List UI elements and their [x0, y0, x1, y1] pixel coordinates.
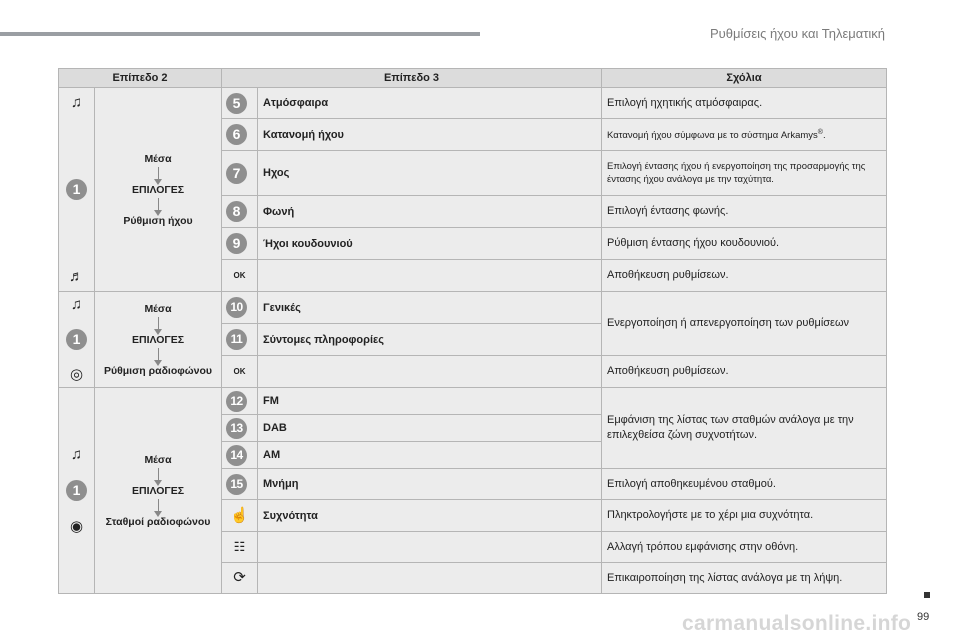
- path-media: Μέσα: [144, 152, 172, 165]
- table-row: [59, 292, 887, 324]
- path-options: ΕΠΙΛΟΓΕΣ: [131, 183, 184, 196]
- level3-label: Μνήμη: [258, 469, 602, 500]
- arrow-down-icon: [158, 167, 159, 179]
- path-options: ΕΠΙΛΟΓΕΣ: [131, 333, 184, 346]
- table-header-row: [59, 69, 887, 88]
- level2-path-cell: [95, 388, 222, 594]
- page-header-title: Ρυθμίσεις ήχου και Τηλεματική: [709, 26, 885, 41]
- level3-label: DAB: [258, 415, 602, 442]
- refresh-icon: ⟳: [233, 569, 246, 586]
- ok-label: OK: [222, 356, 258, 388]
- comment-cell: Επιλογή ηχητικής ατμόσφαιρας.: [602, 88, 887, 119]
- level3-label: Ήχοι κουδουνιού: [258, 228, 602, 260]
- step-number: 6: [226, 124, 247, 145]
- hand-keypad-icon: ☝: [230, 506, 249, 524]
- arrow-down-icon: [158, 317, 159, 329]
- level3-label: Συχνότητα: [258, 500, 602, 532]
- table-row: [59, 388, 887, 415]
- level3-label: Φωνή: [258, 196, 602, 228]
- comment-cell: Επικαιροποίηση της λίστας ανάλογα με τη λήψη.: [602, 563, 887, 594]
- comment-cell: Ρύθμιση έντασης ήχου κουδουνιού.: [602, 228, 887, 260]
- step-number: 5: [226, 93, 247, 114]
- step-number: 15: [226, 474, 247, 495]
- level3-label: Ατμόσφαιρα: [258, 88, 602, 119]
- path-media: Μέσα: [144, 453, 172, 466]
- level1-cell: [59, 388, 95, 594]
- comment-cell: Επιλογή έντασης φωνής.: [602, 196, 887, 228]
- empty-cell: [258, 260, 602, 292]
- header-comments: Σχόλια: [602, 69, 887, 88]
- arrow-down-icon: [158, 468, 159, 480]
- level2-path-cell: [95, 88, 222, 292]
- comment-cell: Αλλαγή τρόπου εμφάνισης στην οθόνη.: [602, 532, 887, 563]
- step-number: 9: [226, 233, 247, 254]
- header-level3: Επίπεδο 3: [222, 69, 602, 88]
- music-settings-icon: ♬: [69, 267, 84, 285]
- level1-cell: [59, 88, 95, 292]
- merged-comment-cell: Ενεργοποίηση ή απενεργοποίηση των ρυθμίσεων: [602, 292, 887, 356]
- comment-cell: Πληκτρολογήστε με το χέρι μια συχνότητα.: [602, 500, 887, 532]
- level3-label: Σύντομες πληροφορίες: [258, 324, 602, 356]
- level1-cell: [59, 292, 95, 388]
- radio-station-icon: ◉: [69, 517, 84, 535]
- empty-cell: [258, 356, 602, 388]
- comment-cell: Επιλογή έντασης ήχου ή ενεργοποίηση της προσαρμογής της έντασης ήχου ανάλογα με την ταχύτητα.: [602, 151, 887, 196]
- music-note-icon: ♫: [70, 445, 83, 463]
- list-display-icon: ☷: [233, 539, 246, 554]
- header-level2: Επίπεδο 2: [59, 69, 222, 88]
- path-media: Μέσα: [144, 302, 172, 315]
- settings-table: [58, 68, 887, 594]
- level3-label: Γενικές: [258, 292, 602, 324]
- comment-cell: Επιλογή αποθηκευμένου σταθμού.: [602, 469, 887, 500]
- level2-path-cell: [95, 292, 222, 388]
- comment-cell: Αποθήκευση ρυθμίσεων.: [602, 260, 887, 292]
- path-options: ΕΠΙΛΟΓΕΣ: [131, 484, 184, 497]
- step-number: 7: [226, 163, 247, 184]
- table-row: [59, 88, 887, 119]
- music-note-icon: ♫: [70, 93, 83, 111]
- step-number: 13: [226, 418, 247, 439]
- level3-label: Κατανομή ήχου: [258, 119, 602, 151]
- level3-label: FM: [258, 388, 602, 415]
- page-marker: [924, 592, 930, 598]
- step-number: 14: [226, 445, 247, 466]
- arrow-down-icon: [158, 198, 159, 210]
- level3-label: AM: [258, 442, 602, 469]
- comment-cell: Αποθήκευση ρυθμίσεων.: [602, 356, 887, 388]
- path-sound-settings: Ρύθμιση ήχου: [123, 214, 193, 227]
- step-number: 10: [226, 297, 247, 318]
- level3-label: Ηχος: [258, 151, 602, 196]
- step-number: 8: [226, 201, 247, 222]
- step-number: 12: [226, 391, 247, 412]
- top-divider-bar: [0, 32, 480, 36]
- arrow-down-icon: [158, 348, 159, 360]
- page-number: 99: [917, 611, 930, 623]
- arrow-down-icon: [158, 499, 159, 511]
- path-radio-settings: Ρύθμιση ραδιοφώνου: [103, 364, 213, 377]
- watermark: carmanualsonline.info: [682, 612, 912, 635]
- ok-label: OK: [222, 260, 258, 292]
- path-radio-stations: Σταθμοί ραδιοφώνου: [105, 515, 211, 528]
- music-note-icon: ♫: [70, 295, 83, 313]
- level1-number: 1: [66, 179, 87, 200]
- level1-number: 1: [66, 329, 87, 350]
- level1-number: 1: [66, 480, 87, 501]
- empty-cell: [258, 563, 602, 594]
- merged-comment-cell: Εμφάνιση της λίστας των σταθμών ανάλογα με την επιλεχθείσα ζώνη συχνοτήτων.: [602, 388, 887, 469]
- radio-settings-icon: ◎: [69, 365, 84, 383]
- comment-cell: Κατανομή ήχου σύμφωνα με το σύστημα Arkamys®.: [602, 119, 887, 151]
- empty-cell: [258, 532, 602, 563]
- step-number: 11: [226, 329, 247, 350]
